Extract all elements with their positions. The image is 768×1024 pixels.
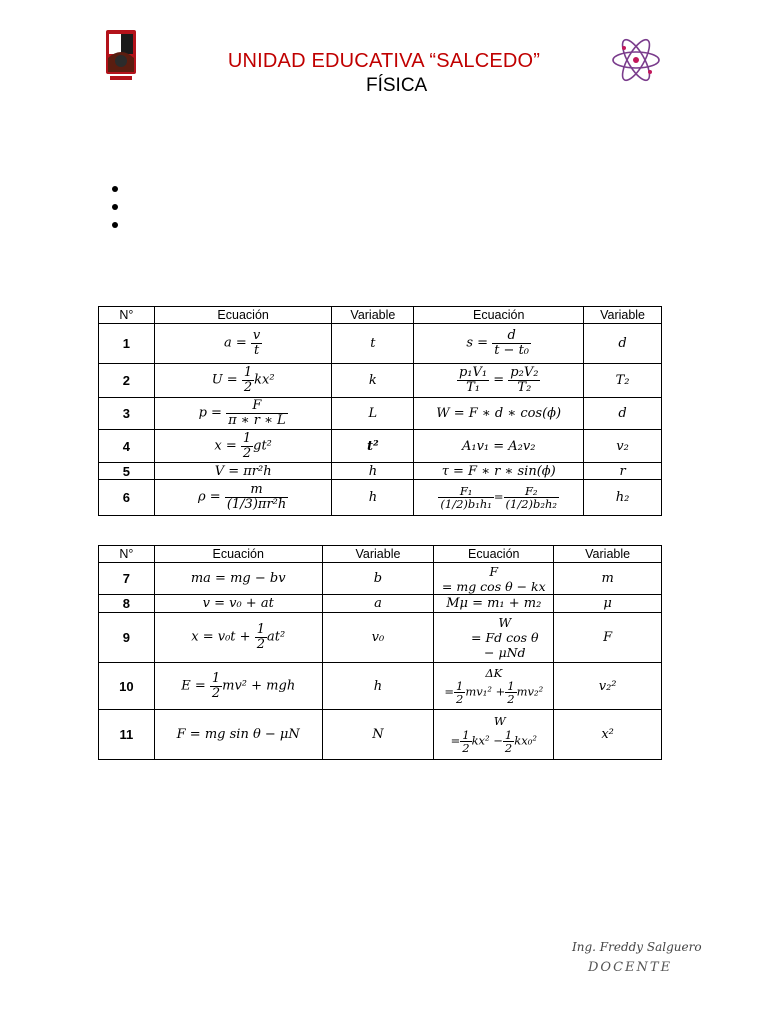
table-row [99,398,662,430]
row-number: 11 [99,710,155,760]
equation-cell: V = πr²h [154,463,332,480]
table-row [99,364,662,398]
equation-cell: $\frac{\text{F₁}}{\text{(1/2)b₁h₁}}$ = $\frac{\text{F₂}}{\text{(1/2)b₂h₂}}$ [414,480,584,516]
bullet-point [112,186,118,192]
table-row [99,463,662,480]
equation-cell: A₁v₁ = A₂v₂ [414,430,584,463]
col-header-variable: Variable [332,307,414,324]
col-header-variable: Variable [554,546,662,563]
variable-cell: t² [332,430,414,463]
row-number: 9 [99,613,155,663]
variable-cell: h [332,480,414,516]
table-row [99,324,662,364]
col-header-variable: Variable [322,546,434,563]
row-number: 3 [99,398,155,430]
variable-cell: h₂ [584,480,662,516]
row-number: 8 [99,595,155,613]
table-row [99,613,662,663]
variable-cell: x² [554,710,662,760]
variable-cell: r [584,463,662,480]
col-header-variable: Variable [584,307,662,324]
formula-table-2 [98,545,662,760]
col-header-equation: Ecuación [154,307,332,324]
variable-cell: v₂² [554,663,662,710]
variable-cell: F [554,613,662,663]
table-row [99,563,662,595]
variable-cell: μ [554,595,662,613]
equation-cell: ΔK = $\frac{1}{2}$ mv₁² + $\frac{1}{2}$ mv₂² [434,663,554,710]
table-header-row [99,307,662,324]
equation-cell: τ = F ∗ r ∗ sin(ϕ) [414,463,584,480]
table-row [99,710,662,760]
variable-cell: m [554,563,662,595]
equation-cell: x = v₀t + $\frac{1}{2}$ at² [154,613,322,663]
formula-table-1 [98,306,662,516]
table-row [99,663,662,710]
row-number: 7 [99,563,155,595]
variable-cell: h [322,663,434,710]
col-header-equation: Ecuación [414,307,584,324]
equation-cell: p = $\frac{F}{\pi ∗ r ∗ L}$ [154,398,332,430]
variable-cell: d [584,398,662,430]
equation-cell: x = $\frac{1}{2}$ gt² [154,430,332,463]
row-number: 5 [99,463,155,480]
equation-cell: Mμ = m₁ + m₂ [434,595,554,613]
bullet-point [112,204,118,210]
col-header-equation: Ecuación [434,546,554,563]
atom-icon [610,34,662,86]
col-header-number: N° [99,307,155,324]
subject-title: FÍSICA [366,75,428,96]
row-number: 2 [99,364,155,398]
signature-role: DOCENTE [588,960,673,975]
equation-cell: F = mg sin θ − μN [154,710,322,760]
bullet-list [112,186,118,240]
row-number: 6 [99,480,155,516]
equation-cell: s = $\frac{d}{\text{t − t₀}}$ [414,324,584,364]
equation-cell: F = mg cos θ − kx [434,563,554,595]
variable-cell: L [332,398,414,430]
equation-cell: W = F ∗ d ∗ cos(ϕ) [414,398,584,430]
table-row [99,595,662,613]
school-title: UNIDAD EDUCATIVA “SALCEDO” [227,50,541,72]
variable-cell: k [332,364,414,398]
equation-cell: a = $\frac{v}{t}$ [154,324,332,364]
variable-cell: t [332,324,414,364]
equation-cell: W = Fd cos θ − μNd [434,613,554,663]
row-number: 1 [99,324,155,364]
equation-cell: v = v₀ + at [154,595,322,613]
table-row [99,430,662,463]
variable-cell: d [584,324,662,364]
row-number: 4 [99,430,155,463]
variable-cell: a [322,595,434,613]
variable-cell: h [332,463,414,480]
equation-cell: W = $\frac{1}{2}$ kx² − $\frac{1}{2}$ kx₀² [434,710,554,760]
equation-cell: $\frac{\text{p₁V₁}}{\text{T₁}}$ = $\frac{\text{p₂V₂}}{\text{T₂}}$ [414,364,584,398]
variable-cell: v₂ [584,430,662,463]
bullet-point [112,222,118,228]
table-row [99,480,662,516]
col-header-equation: Ecuación [154,546,322,563]
signature-name: Ing. Freddy Salguero [572,940,702,954]
variable-cell: T₂ [584,364,662,398]
col-header-number: N° [99,546,155,563]
equation-cell: E = $\frac{1}{2}$ mv² + mgh [154,663,322,710]
variable-cell: N [322,710,434,760]
row-number: 10 [99,663,155,710]
variable-cell: v₀ [322,613,434,663]
table-header-row [99,546,662,563]
equation-cell: ma = mg − bv [154,563,322,595]
variable-cell: b [322,563,434,595]
equation-cell: ρ = $\frac{m}{\text{(1/3)πr²h}}$ [154,480,332,516]
equation-cell: U = $\frac{1}{2}$ kx² [154,364,332,398]
